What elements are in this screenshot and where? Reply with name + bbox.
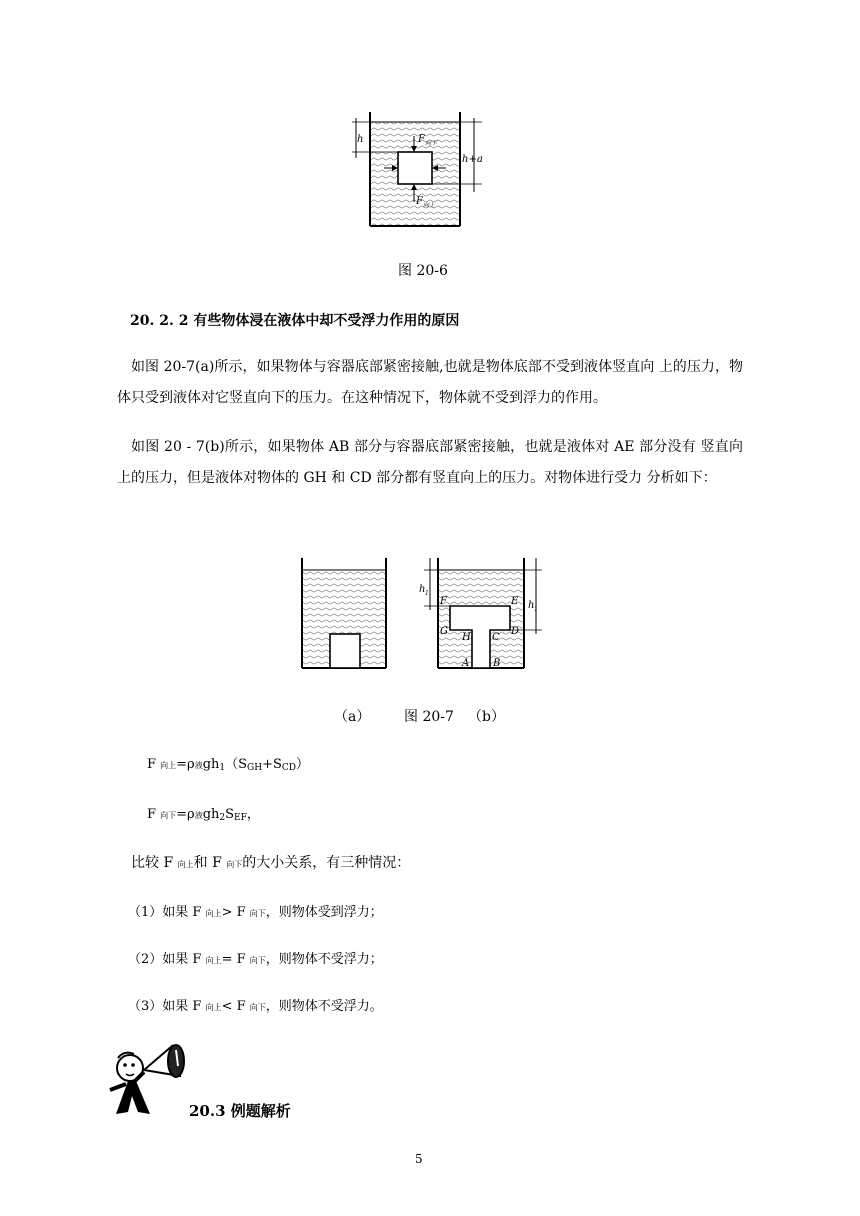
page-number: 5 xyxy=(415,1152,423,1166)
figure-20-7-caption: 图 20-7 xyxy=(404,709,454,725)
fig207-label-h1-right: h xyxy=(528,600,535,611)
megaphone-mascot-icon xyxy=(106,1036,192,1116)
fig206-label-fup-sub: 向上 xyxy=(423,202,436,209)
paragraph-1: 如图 20-7(a)所示，如果物体与容器底部紧密接触,也就是物体底部不受到液体竖直向 上的压力，物体只受到液体对它竖直向下的压力。在这种情况下，物体就不受到浮力的作用。 xyxy=(117,359,743,406)
fig207-label-B: B xyxy=(493,658,501,669)
fig206-label-fdown-sub: 向下 xyxy=(425,140,438,147)
fig207-label-H: H xyxy=(462,632,471,643)
case-3: （3）如果 F 向上< F 向下，则物体不受浮力。 xyxy=(128,999,383,1014)
fig207-label-F: F xyxy=(440,596,447,607)
fig207-label-h1-left: h xyxy=(419,584,426,595)
equation-f-down: F 向下=ρ液gh2SEF， xyxy=(147,807,260,823)
section-heading: 20. 2. 2 有些物体浸在液体中却不受浮力作用的原因 xyxy=(130,313,460,329)
case-1: （1）如果 F 向上> F 向下，则物体受到浮力； xyxy=(128,905,383,920)
figure-20-7-caption-a: （a） xyxy=(334,709,371,725)
fig206-label-hpa: h+a xyxy=(462,154,483,165)
fig207-label-A: A xyxy=(462,658,470,669)
fig206-label-h: h xyxy=(357,134,364,145)
next-section-heading: 20.3 例题解析 xyxy=(189,1102,291,1120)
compare-line: 比较 F 向上和 F 向下的大小关系，有三种情况： xyxy=(131,855,411,871)
fig206-label-fdown: F xyxy=(418,134,425,145)
fig207-label-h1-left-sub: 1 xyxy=(425,590,429,597)
fig206-label-fup: F xyxy=(416,196,423,207)
figure-20-6 xyxy=(348,108,494,232)
fig207-label-D: D xyxy=(511,626,520,637)
fig207-label-E: E xyxy=(511,596,519,607)
fig207-label-G: G xyxy=(440,626,448,637)
paragraph-2: 如图 20 - 7(b)所示，如果物体 AB 部分与容器底部紧密接触，也就是液体对 AE 部分没有 竖直向上的压力，但是液体对物体的 GH 和 CD 部分都有竖直向上的压力。对物体进行受力 分析如下： xyxy=(117,439,743,486)
fig207-label-h1-right-sub: 1 xyxy=(534,606,538,613)
figure-20-7-caption-b: （b） xyxy=(468,709,505,725)
equation-f-up: F 向上=ρ液gh1（SGH+SCD） xyxy=(147,757,310,773)
case-2: （2）如果 F 向上= F 向下，则物体不受浮力； xyxy=(128,952,383,967)
fig207-label-C: C xyxy=(492,632,500,643)
figure-20-7 xyxy=(292,552,552,676)
figure-20-6-caption: 图 20-6 xyxy=(398,263,448,279)
